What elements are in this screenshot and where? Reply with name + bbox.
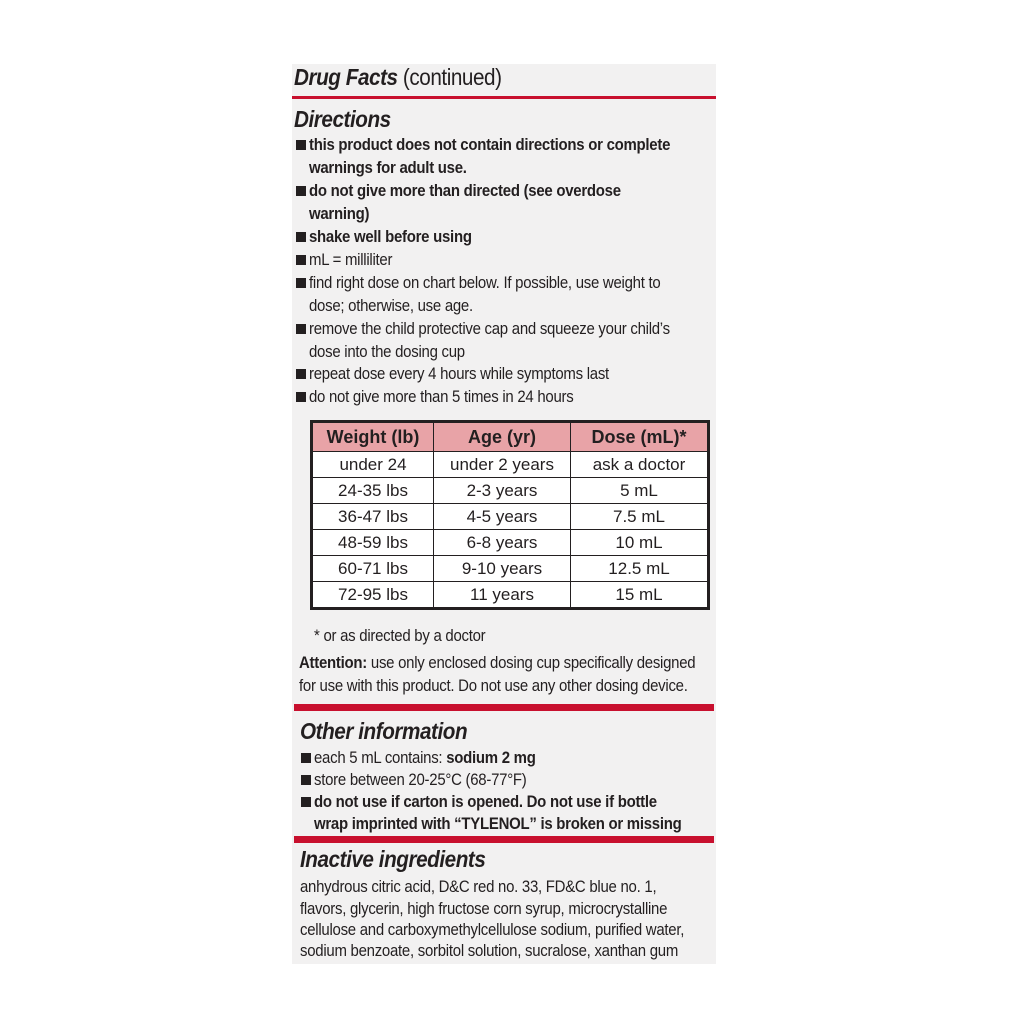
- inactive-ingredients-line-3: cellulose and carboxymethylcellulose sodium, purified water,: [300, 920, 685, 939]
- dosing-table: [310, 420, 710, 610]
- dose-cell: 12.5 mL: [571, 556, 709, 582]
- bullet-icon: [301, 753, 311, 763]
- sodium-prefix: each 5 mL contains:: [314, 748, 447, 767]
- table-row: [312, 452, 709, 478]
- table-row: [312, 556, 709, 582]
- direction-item-3: shake well before using: [309, 227, 472, 246]
- inactive-ingredients-line-2: flavors, glycerin, high fructose corn syrup, microcrystalline: [300, 899, 668, 918]
- bullet-icon: [296, 186, 306, 196]
- attention-line-1: [299, 651, 695, 674]
- bullet-icon: [296, 255, 306, 265]
- direction-item-5-line-2: dose; otherwise, use age.: [309, 296, 473, 315]
- direction-item-8: do not give more than 5 times in 24 hours: [309, 387, 574, 406]
- bullet-icon: [296, 278, 306, 288]
- dose-cell: 5 mL: [571, 478, 709, 504]
- table-row: [312, 582, 709, 609]
- directions-heading: Directions: [294, 106, 391, 132]
- bullet-icon: [301, 797, 311, 807]
- direction-item-1-line-2: warnings for adult use.: [309, 158, 467, 177]
- bullet-icon: [296, 324, 306, 334]
- table-row: [312, 504, 709, 530]
- header-rule: [292, 96, 716, 99]
- direction-item-1-line-1: this product does not contain directions or complete: [309, 135, 671, 154]
- direction-item-2-line-1: do not give more than directed (see overdose: [309, 181, 621, 200]
- other-information-heading: Other information: [300, 718, 468, 744]
- age-cell: 9-10 years: [434, 556, 571, 582]
- table-footnote: * or as directed by a doctor: [314, 626, 486, 645]
- section-divider: [294, 704, 714, 711]
- title-text: Drug Facts: [294, 64, 398, 90]
- attention-label: Attention:: [299, 653, 367, 672]
- age-cell: 11 years: [434, 582, 571, 609]
- other-info-item-1: [314, 746, 536, 769]
- column-header-age: Age (yr): [434, 422, 571, 452]
- bullet-icon: [296, 232, 306, 242]
- direction-item-6-line-2: dose into the dosing cup: [309, 342, 465, 361]
- weight-cell: 36-47 lbs: [312, 504, 434, 530]
- continued-text: (continued): [402, 64, 502, 90]
- drug-facts-title: [294, 64, 502, 91]
- section-divider: [294, 836, 714, 843]
- weight-cell: 72-95 lbs: [312, 582, 434, 609]
- attention-line-2: for use with this product. Do not use any other dosing device.: [299, 676, 688, 695]
- table-row: [312, 530, 709, 556]
- table-header-row: [312, 422, 709, 452]
- weight-cell: 24-35 lbs: [312, 478, 434, 504]
- weight-cell: under 24: [312, 452, 434, 478]
- other-info-item-3-line-1: do not use if carton is opened. Do not use if bottle: [314, 792, 657, 811]
- bullet-icon: [301, 775, 311, 785]
- other-info-item-2: store between 20-25°C (68-77°F): [314, 770, 527, 789]
- direction-item-4: mL = milliliter: [309, 250, 393, 269]
- bullet-icon: [296, 369, 306, 379]
- dose-cell: 15 mL: [571, 582, 709, 609]
- dose-cell: 7.5 mL: [571, 504, 709, 530]
- inactive-ingredients-heading: Inactive ingredients: [300, 846, 486, 872]
- other-info-item-3-line-2: wrap imprinted with “TYLENOL” is broken or missing: [314, 814, 682, 833]
- direction-item-7: repeat dose every 4 hours while symptoms last: [309, 364, 609, 383]
- weight-cell: 60-71 lbs: [312, 556, 434, 582]
- bullet-icon: [296, 140, 306, 150]
- direction-item-5-line-1: find right dose on chart below. If possible, use weight to: [309, 273, 661, 292]
- bullet-icon: [296, 392, 306, 402]
- column-header-dose: Dose (mL)*: [571, 422, 709, 452]
- age-cell: 6-8 years: [434, 530, 571, 556]
- attention-text: use only enclosed dosing cup specifically designed: [366, 653, 696, 672]
- weight-cell: 48-59 lbs: [312, 530, 434, 556]
- sodium-amount: sodium 2 mg: [446, 748, 536, 767]
- table-row: [312, 478, 709, 504]
- dose-cell: ask a doctor: [571, 452, 709, 478]
- inactive-ingredients-line-1: anhydrous citric acid, D&C red no. 33, FD&C blue no. 1,: [300, 877, 657, 896]
- direction-item-2-line-2: warning): [309, 204, 370, 223]
- age-cell: 4-5 years: [434, 504, 571, 530]
- inactive-ingredients-line-4: sodium benzoate, sorbitol solution, sucralose, xanthan gum: [300, 941, 679, 960]
- direction-item-6-line-1: remove the child protective cap and squeeze your child’s: [309, 319, 670, 338]
- age-cell: 2-3 years: [434, 478, 571, 504]
- age-cell: under 2 years: [434, 452, 571, 478]
- column-header-weight: Weight (lb): [312, 422, 434, 452]
- dose-cell: 10 mL: [571, 530, 709, 556]
